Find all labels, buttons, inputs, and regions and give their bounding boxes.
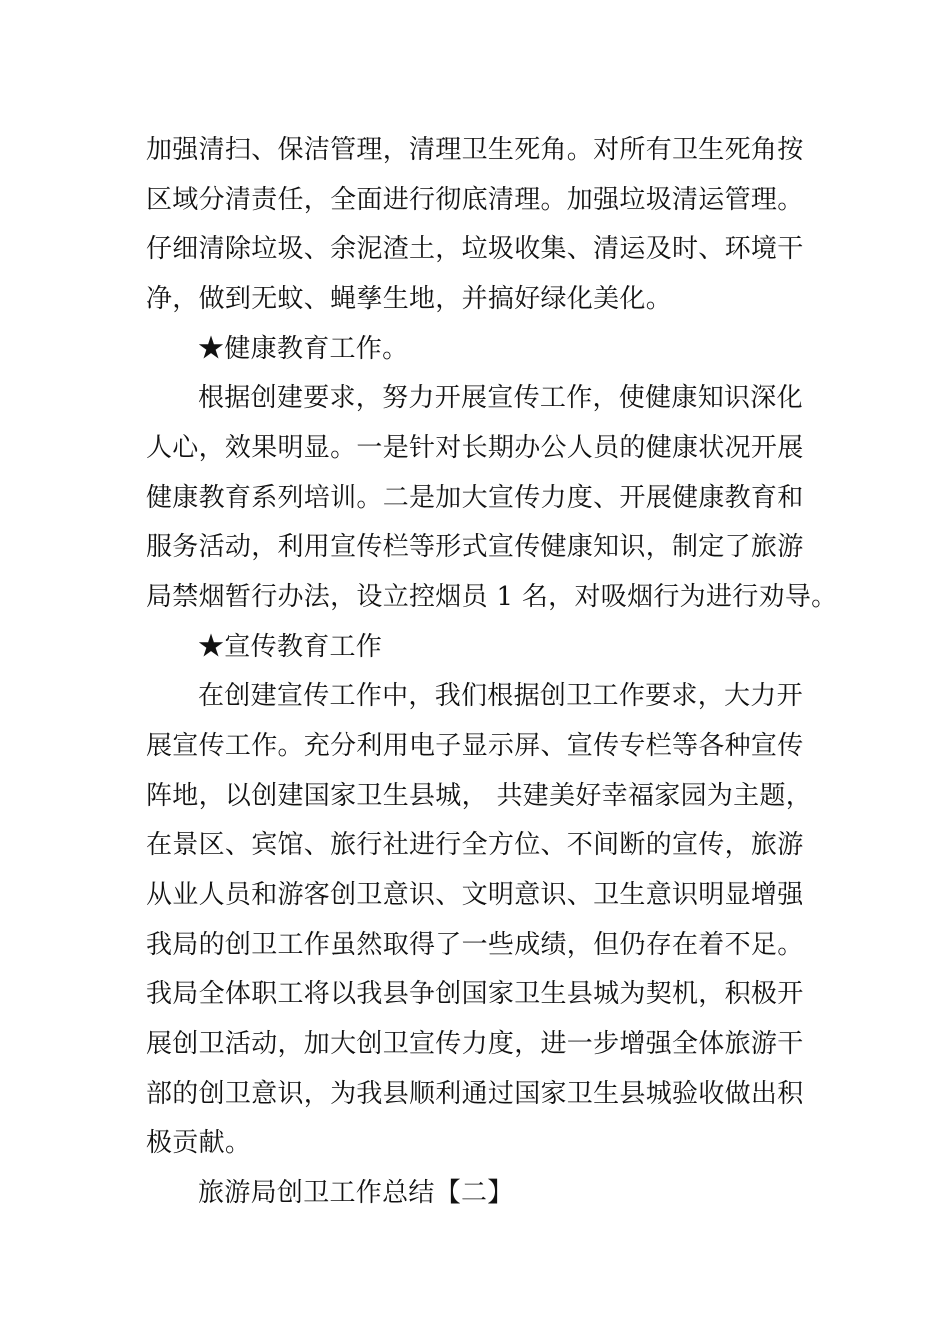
section-title: 旅游局创卫工作总结【二】: [198, 1178, 514, 1208]
paragraph-line: 根据创建要求，努力开展宣传工作，使健康知识深化: [198, 383, 803, 413]
paragraph-line: 净，做到无蚊、蝇孳生地，并搞好绿化美化。: [146, 284, 673, 314]
paragraph-line: 局禁烟暂行办法，设立控烟员 1 名，对吸烟行为进行劝导。: [146, 582, 838, 612]
paragraph-line: 在创建宣传工作中，我们根据创卫工作要求，大力开: [198, 681, 803, 711]
paragraph-line: 展创卫活动，加大创卫宣传力度，进一步增强全体旅游干: [146, 1029, 804, 1059]
paragraph-line: 部的创卫意识，为我县顺利通过国家卫生县城验收做出积: [146, 1079, 804, 1109]
paragraph-line: 阵地，以创建国家卫生县城， 共建美好幸福家园为主题，: [146, 781, 813, 811]
paragraph-line: 仔细清除垃圾、余泥渣土，垃圾收集、清运及时、环境干: [146, 234, 804, 264]
paragraph-line: 从业人员和游客创卫意识、文明意识、卫生意识明显增强: [146, 880, 804, 910]
paragraph-line: 区域分清责任，全面进行彻底清理。加强垃圾清运管理。: [146, 185, 804, 215]
paragraph-line: 人心，效果明显。一是针对长期办公人员的健康状况开展: [146, 433, 804, 463]
section-heading: ★健康教育工作。: [198, 334, 409, 364]
paragraph-line: 在景区、宾馆、旅行社进行全方位、不间断的宣传，旅游: [146, 830, 804, 860]
paragraph-line: 加强清扫、保洁管理，清理卫生死角。对所有卫生死角按: [146, 135, 804, 165]
paragraph-line: 服务活动，利用宣传栏等形式宣传健康知识，制定了旅游: [146, 532, 804, 562]
paragraph-line: 我局全体职工将以我县争创国家卫生县城为契机，积极开: [146, 979, 804, 1009]
paragraph-line: 展宣传工作。充分利用电子显示屏、宣传专栏等各种宣传: [146, 731, 804, 761]
section-heading: ★宣传教育工作: [198, 632, 383, 662]
paragraph-line: 极贡献。: [146, 1128, 252, 1158]
paragraph-line: 我局的创卫工作虽然取得了一些成绩，但仍存在着不足。: [146, 930, 804, 960]
paragraph-line: 健康教育系列培训。二是加大宣传力度、开展健康教育和: [146, 483, 804, 513]
